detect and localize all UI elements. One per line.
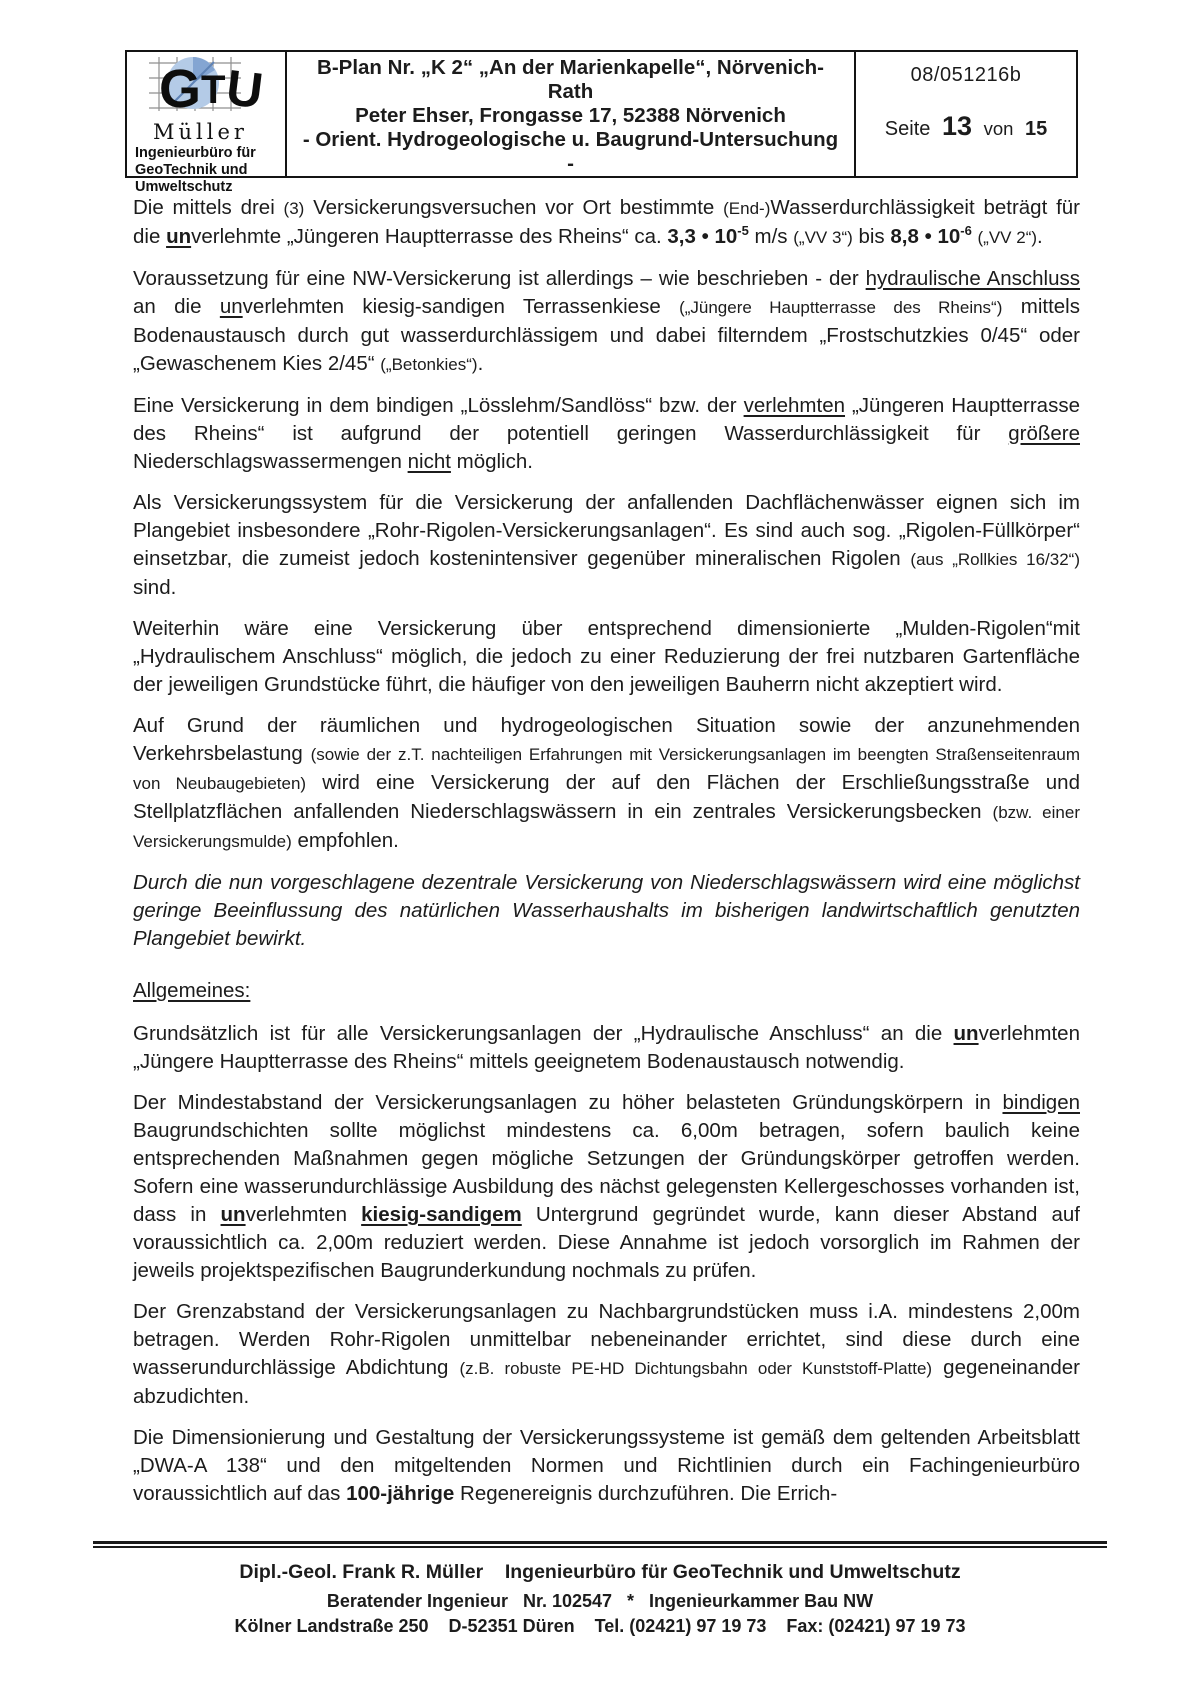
text-run: (aus „Rollkies 16/32“) bbox=[910, 550, 1080, 569]
text-run: gegeneinander abzudichten. bbox=[133, 1356, 1080, 1408]
logo-letter-u: U bbox=[223, 59, 266, 117]
paragraph bbox=[133, 1424, 1080, 1508]
text-run: Voraussetzung für eine NW-Versickerung ist allerdings – wie beschrieben - der bbox=[133, 267, 866, 290]
text-run: Weiterhin wäre eine Versickerung über entsprechend dimensionierte „Mulden-Rigolen“mit „Hydraulischem Anschluss“ möglich, die jedoch zu einer Reduzierung der frei nutzbaren Gartenfläche der jeweiligen Grundstücke führt, die häufiger von den jeweiligen Bauherrn nicht akzeptiert wird. bbox=[133, 617, 1080, 696]
text-run: m/s bbox=[748, 225, 794, 248]
text-run: kiesig-sandigem bbox=[361, 1203, 522, 1226]
company-name: Müller bbox=[153, 120, 248, 144]
text-run: sind. bbox=[133, 576, 177, 599]
text-run: (3) bbox=[283, 199, 305, 218]
document-body bbox=[133, 194, 1080, 1521]
footer-registration-line: Beratender Ingenieur Nr. 102547 * Ingenieurkammer Bau NW bbox=[326, 1591, 874, 1611]
paragraph bbox=[133, 489, 1080, 602]
paragraph bbox=[133, 265, 1080, 379]
page-indicator bbox=[856, 111, 1076, 142]
text-run: hydraulische Anschluss bbox=[865, 267, 1081, 290]
text-run: -6 bbox=[960, 223, 972, 238]
footer-address-line: Kölner Landstraße 250 D-52351 Düren Tel. (02421) 97 19 73 Fax: (02421) 97 19 73 bbox=[234, 1616, 966, 1636]
report-title-line: Peter Ehser, Frongasse 17, 52388 Nörvenich bbox=[355, 104, 786, 127]
text-run: bindigen bbox=[1002, 1091, 1080, 1114]
text-run: Grundsätzlich ist für alle Versickerungsanlagen der „Hydraulische Anschluss“ an die bbox=[133, 1022, 954, 1045]
text-run: Untergrund gegründet wurde, kann dieser Abstand auf voraussichtlich ca. 2,00m reduziert werden. Diese Annahme ist jedoch vorsorglich im Rahmen der jeweils projektspezifischen Baugrunderkundung nochmals zu prüfen. bbox=[133, 1203, 1080, 1282]
text-run: -5 bbox=[737, 223, 749, 238]
text-run: Durch die nun vorgeschlagene dezentrale Versickerung von Niederschlagswässern wird eine möglichst geringe Beeinflussung des natürlichen Wasserhaushalts im bisherigen landwirtschaftlich genutzten Plangebiet bewirkt. bbox=[133, 871, 1080, 950]
text-run: 3,3 • 10 bbox=[667, 225, 738, 248]
text-run: Allgemeines: bbox=[133, 979, 251, 1002]
company-logo-cell bbox=[127, 52, 287, 195]
text-run: „Jüngeren Hauptterrasse des Rheins“ ist aufgrund der potentiell geringen Wasserdurchlässigkeit für bbox=[133, 394, 1080, 445]
document-number: 08/051216b bbox=[910, 64, 1022, 86]
text-run: („VV 2“) bbox=[977, 228, 1038, 247]
paragraph bbox=[133, 615, 1080, 699]
report-title-line: B-Plan Nr. „K 2“ „An der Marienkapelle“, Nörvenich-Rath bbox=[317, 56, 824, 103]
report-title-line: - Orient. Hydrogeologische u. Baugrund-Untersuchung - bbox=[302, 128, 839, 175]
text-run: nicht bbox=[407, 450, 451, 473]
text-run: bis bbox=[852, 225, 891, 248]
text-run: Auf Grund der räumlichen und hydrogeologischen Situation sowie der anzunehmenden Verkehrsbelastung bbox=[133, 714, 1080, 765]
text-run: (z.B. robuste PE-HD Dichtungsbahn oder Kunststoff-Platte) bbox=[459, 1359, 933, 1378]
text-run: Versickerungsversuchen vor Ort bestimmte bbox=[304, 196, 724, 219]
text-run: wird eine Versickerung der auf den Flächen der Erschließungsstraße und Stellplatzflächen anfallenden Niederschlagswässern in ein zentrales Versickerungsbecken bbox=[133, 771, 1080, 823]
logo-letter-t: T bbox=[201, 68, 226, 112]
text-run: verlehmte „Jüngeren Hauptterrasse des Rheins“ ca. bbox=[191, 225, 668, 248]
text-run: un bbox=[953, 1022, 979, 1045]
paragraph bbox=[133, 194, 1080, 252]
text-run: verlehmten kiesig-sandigen Terrassenkiese bbox=[242, 295, 680, 318]
text-run: Die mittels drei bbox=[133, 196, 284, 219]
gtu-logo-icon bbox=[135, 55, 281, 117]
text-run: (bzw. einer Versickerungsmulde) bbox=[133, 803, 1080, 851]
paragraph bbox=[133, 712, 1080, 856]
footer-divider bbox=[93, 1541, 1107, 1548]
text-run: un bbox=[166, 225, 192, 248]
header bbox=[125, 50, 1078, 195]
text-run: („VV 3“) bbox=[793, 228, 853, 247]
logo-letter-g: G bbox=[159, 59, 202, 117]
text-run: mittels Bodenaustausch durch gut wasserdurchlässigem und dabei filterndem „Frostschutzkies 0/45“ oder „Gewaschenem Kies 2/45“ bbox=[133, 295, 1080, 375]
company-subtitle-line: Umweltschutz bbox=[135, 179, 233, 195]
text-run: Der Mindestabstand der Versickerungsanlagen zu höher belasteten Gründungskörpern in bbox=[133, 1091, 1003, 1114]
paragraph bbox=[133, 1298, 1080, 1411]
footer-company-line: Dipl.-Geol. Frank R. Müller Ingenieurbüro für GeoTechnik und Umweltschutz bbox=[239, 1561, 961, 1583]
paragraph bbox=[133, 392, 1080, 476]
page-label-seite: Seite bbox=[884, 118, 931, 140]
text-run: größere bbox=[1008, 422, 1080, 445]
text-run: („Jüngere Hauptterrasse des Rheins“) bbox=[679, 298, 1003, 317]
text-run: (sowie der z.T. nachteiligen Erfahrungen mit Versickerungsanlagen im beengten Straßenseitenraum von Neubaugebieten) bbox=[133, 745, 1080, 793]
text-run: empfohlen. bbox=[291, 829, 399, 852]
text-run: an die bbox=[133, 295, 220, 318]
text-run: („Betonkies“) bbox=[380, 355, 478, 374]
text-run: Die Dimensionierung und Gestaltung der Versickerungssysteme ist gemäß dem geltenden Arbeitsblatt „DWA-A 138“ und den mitgeltenden Normen und Richtlinien durch ein Fachingenieurbüro voraussichtlich auf das bbox=[133, 1426, 1080, 1505]
paragraph bbox=[133, 869, 1080, 953]
text-run: . bbox=[1037, 225, 1043, 248]
company-subtitle-line: GeoTechnik und bbox=[135, 162, 248, 178]
text-run: Wasserdurchlässigkeit beträgt für die bbox=[133, 196, 1080, 248]
section-heading bbox=[133, 977, 1080, 1005]
paragraph bbox=[133, 1020, 1080, 1076]
text-run: Niederschlagswassermengen bbox=[133, 450, 408, 473]
company-subtitle-line: Ingenieurbüro für bbox=[135, 145, 256, 161]
text-run: verlehmten bbox=[245, 1203, 362, 1226]
text-run: un bbox=[219, 295, 243, 318]
header-title-cell bbox=[287, 52, 856, 176]
text-run: 100-jährige bbox=[346, 1482, 455, 1505]
footer bbox=[93, 1541, 1107, 1637]
page-number-current: 13 bbox=[941, 111, 972, 141]
text-run: 8,8 • 10 bbox=[890, 225, 961, 248]
text-run: Regenereignis durchzuführen. Die Errich- bbox=[454, 1482, 838, 1505]
text-run: Baugrundschichten sollte möglichst mindestens ca. 6,00m betragen, sofern baulich keine entsprechenden Maßnahmen gegen mögliche Setzungen der Gründungskörper getroffen werden. Sofern eine wasserundurchlässige Ausbildung des nächst gelegensten Kellergeschosses vorhanden ist, dass in bbox=[133, 1119, 1080, 1226]
header-meta-cell bbox=[856, 52, 1076, 176]
text-run: Eine Versickerung in dem bindigen „Lösslehm/Sandlöss“ bzw. der bbox=[133, 394, 744, 417]
text-run: un bbox=[220, 1203, 246, 1226]
paragraph bbox=[133, 1089, 1080, 1285]
text-run: Als Versickerungssystem für die Versickerung der anfallenden Dachflächenwässer eignen sich im Plangebiet insbesondere „Rohr-Rigolen-Versickerungsanlagen“. Es sind auch sog. „Rigolen-Füllkörper“ einsetzbar, die zumeist jedoch kostenintensiver gegenüber mineralischen Rigolen bbox=[133, 491, 1080, 570]
text-run: Der Grenzabstand der Versickerungsanlagen zu Nachbargrundstücken muss i.A. mindestens 2,00m betragen. Werden Rohr-Rigolen unmittelbar nebeneinander errichtet, sind diese durch eine wasserundurchlässige Abdichtung bbox=[133, 1300, 1080, 1379]
text-run: möglich. bbox=[450, 450, 533, 473]
text-run: verlehmten „Jüngere Hauptterrasse des Rheins“ mittels geeignetem Bodenaustausch notwendig. bbox=[133, 1022, 1080, 1073]
text-run: (End-) bbox=[723, 199, 771, 218]
page-number-total: 15 bbox=[1024, 118, 1048, 140]
text-run: . bbox=[477, 352, 484, 375]
text-run: verlehmten bbox=[743, 394, 846, 417]
page-label-von: von bbox=[983, 118, 1014, 139]
